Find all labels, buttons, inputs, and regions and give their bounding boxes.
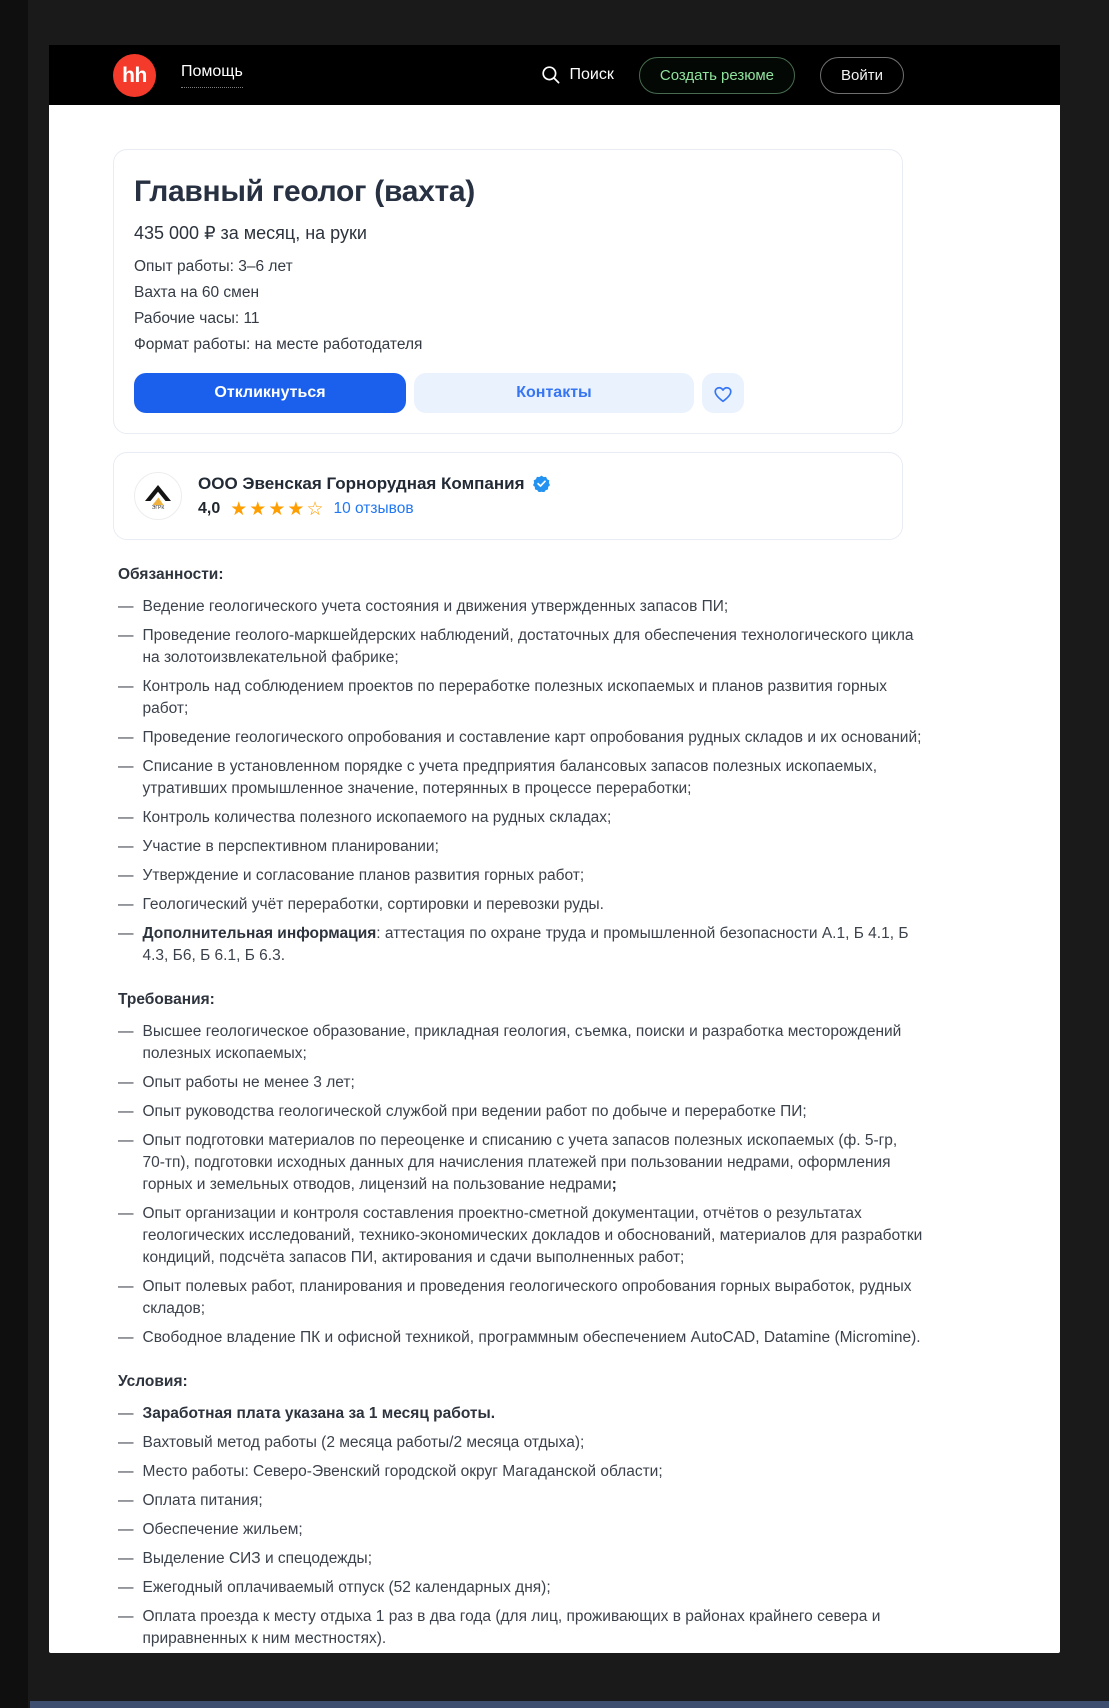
description-item — [118, 865, 923, 887]
content-panel — [49, 105, 1060, 1653]
bullet-dash: — — [118, 896, 134, 913]
description-item-text: Списание в установленном порядке с учета предприятия балансовых запасов полезных ископаемых, утративших промышленное значение, потерянных в процессе переработки; — [142, 758, 878, 797]
top-nav — [49, 45, 1060, 105]
bullet-dash: — — [118, 1023, 134, 1040]
description-item-text: Опыт подготовки материалов по переоценке и списанию с учета запасов полезных ископаемых (ф. 5-гр, 70-тп), подготовки исходных данных для начисления платежей при пользовании недрами, оформления горных и земельных отводов, лицензий на пользование недрами; — [142, 1132, 898, 1193]
description-item-text: Участие в перспективном планировании; — [142, 838, 439, 855]
login-button[interactable]: Войти — [820, 57, 904, 94]
star-outline-icon: ☆ — [306, 498, 324, 520]
help-link[interactable]: Помощь — [181, 63, 243, 88]
vacancy-details — [134, 259, 882, 353]
description-item-text: Ведение геологического учета состояния и движения утвержденных запасов ПИ; — [142, 598, 729, 615]
bullet-dash: — — [118, 1521, 134, 1538]
bullet-dash: — — [118, 1579, 134, 1596]
description-item — [118, 676, 923, 720]
company-logo[interactable] — [134, 472, 182, 520]
company-rating: 4,0 — [198, 500, 221, 517]
search-button[interactable] — [541, 65, 614, 85]
verified-badge-icon — [533, 475, 550, 492]
section-heading: Обязанности: — [118, 566, 224, 583]
description-item — [118, 1021, 923, 1065]
bullet-dash: — — [118, 1434, 134, 1451]
favorite-button[interactable] — [702, 373, 744, 413]
description-item-text: Вахтовый метод работы (2 месяца работы/2 месяца отдыха); — [142, 1434, 585, 1451]
bullet-dash: — — [118, 1103, 134, 1120]
bullet-dash: — — [118, 1405, 134, 1422]
description-item-text: Утверждение и согласование планов развития горных работ; — [142, 867, 585, 884]
company-card — [113, 452, 903, 540]
bullet-dash: — — [118, 1463, 134, 1480]
description-item-text: Оплата питания; — [142, 1492, 263, 1509]
reviews-link[interactable]: 10 отзывов — [333, 500, 414, 517]
bullet-dash: — — [118, 838, 134, 855]
vacancy-salary: 435 000 ₽ за месяц, на руки — [134, 223, 367, 243]
bullet-dash: — — [118, 867, 134, 884]
description-item — [118, 625, 923, 669]
description-item-text: Свободное владение ПК и офисной техникой, программным обеспечением AutoCAD, Datamine (Micromine). — [142, 1329, 921, 1346]
vacancy-detail: Рабочие часы: 11 — [134, 310, 260, 327]
search-icon — [541, 65, 561, 85]
description-item-text: Геологический учёт переработки, сортировки и перевозки руды. — [142, 896, 604, 913]
hh-logo-text: hh — [122, 64, 147, 87]
company-name[interactable]: ООО Эвенская Горнорудная Компания — [198, 473, 525, 493]
description-item — [118, 1577, 923, 1599]
description-item-text: Высшее геологическое образование, прикладная геология, съемка, поиски и разработка месторождений полезных ископаемых; — [142, 1023, 902, 1062]
search-label: Поиск — [569, 66, 614, 83]
description-item-text: Обеспечение жильем; — [142, 1521, 303, 1538]
description-item — [118, 727, 923, 749]
section-heading: Требования: — [118, 991, 215, 1008]
description-item — [118, 1101, 923, 1123]
description-item — [118, 923, 923, 967]
description-item — [118, 596, 923, 618]
bullet-dash: — — [118, 1550, 134, 1567]
rating-stars — [230, 500, 323, 519]
bullet-dash: — — [118, 1074, 134, 1091]
footer-strip — [30, 1701, 1109, 1708]
section-heading: Условия: — [118, 1373, 188, 1390]
description-item-text: Проведение геологического опробования и составление карт опробования рудных складов и их оснований; — [142, 729, 922, 746]
description-item-text: Заработная плата указана за 1 месяц работы. — [142, 1405, 496, 1422]
description-item — [118, 1461, 923, 1483]
description-item — [118, 894, 923, 916]
description-item — [118, 1548, 923, 1570]
description-item — [118, 1130, 923, 1196]
description-item — [118, 1432, 923, 1454]
description-item-text: Контроль количества полезного ископаемого на рудных складах; — [142, 809, 612, 826]
description-item-text: Ежегодный оплачиваемый отпуск (52 календарных дня); — [142, 1579, 551, 1596]
vacancy-detail: Вахта на 60 смен — [134, 284, 260, 301]
star-filled-icon: ★ — [287, 498, 305, 520]
bullet-dash: — — [118, 1278, 134, 1295]
company-logo-icon — [136, 474, 180, 518]
description-item — [118, 1203, 923, 1269]
star-filled-icon: ★ — [230, 498, 248, 520]
description-item — [118, 1327, 923, 1349]
description-item-text: Оплата проезда к месту отдыха 1 раз в два года (для лиц, проживающих в районах крайнего севера и приравненных к ним местностях). — [142, 1608, 881, 1647]
description-item — [118, 1490, 923, 1512]
bullet-dash: — — [118, 1492, 134, 1509]
bullet-dash: — — [118, 925, 134, 942]
description-item — [118, 807, 923, 829]
apply-button[interactable]: Откликнуться — [134, 373, 406, 413]
create-resume-button[interactable]: Создать резюме — [639, 57, 795, 94]
description-item-text: Опыт полевых работ, планирования и проведения геологического опробования горных выработок, рудных складов; — [142, 1278, 912, 1317]
bullet-dash: — — [118, 627, 134, 644]
company-rating-row — [198, 500, 550, 519]
svg-text:ЭГРК: ЭГРК — [151, 505, 165, 511]
description-item — [118, 1519, 923, 1541]
bullet-dash: — — [118, 598, 134, 615]
vacancy-description — [118, 564, 923, 1650]
hh-logo[interactable] — [113, 54, 156, 97]
bullet-dash: — — [118, 758, 134, 775]
description-item-text: Проведение геолого-маркшейдерских наблюдений, достаточных для обеспечения технологического цикла на золотоизвлекательной фабрике; — [142, 627, 914, 666]
description-item — [118, 1276, 923, 1320]
description-item-text: Опыт работы не менее 3 лет; — [142, 1074, 355, 1091]
description-item — [118, 1606, 923, 1650]
company-info — [198, 474, 550, 519]
bullet-dash: — — [118, 729, 134, 746]
contacts-button[interactable]: Контакты — [414, 373, 694, 413]
vacancy-card — [113, 149, 903, 434]
bullet-dash: — — [118, 1205, 134, 1222]
description-item — [118, 756, 923, 800]
star-filled-icon: ★ — [268, 498, 286, 520]
vacancy-detail: Формат работы: на месте работодателя — [134, 336, 423, 353]
heart-icon — [712, 383, 734, 404]
description-item — [118, 836, 923, 858]
description-item-text: Опыт организации и контроля составления проектно-сметной документации, отчётов о результатах геологических исследований, технико-экономических докладов и обоснований, материалов для разработки кондиций, подсчёта запасов ПИ, актирования и сдачи выполненных работ; — [142, 1205, 923, 1266]
bullet-dash: — — [118, 809, 134, 826]
app-frame — [49, 45, 1060, 1653]
company-name-row — [198, 474, 550, 494]
description-item — [118, 1072, 923, 1094]
description-item-text: Выделение СИЗ и спецодежды; — [142, 1550, 373, 1567]
bullet-dash: — — [118, 1329, 134, 1346]
vacancy-detail: Опыт работы: 3–6 лет — [134, 258, 293, 275]
bullet-dash: — — [118, 678, 134, 695]
star-filled-icon: ★ — [249, 498, 267, 520]
description-item — [118, 1403, 923, 1425]
vacancy-title: Главный геолог (вахта) — [134, 175, 475, 208]
vacancy-actions — [134, 373, 882, 413]
description-item-text: Место работы: Северо-Эвенский городской округ Магаданской области; — [142, 1463, 663, 1480]
description-item-text: Контроль над соблюдением проектов по переработке полезных ископаемых и планов развития горных работ; — [142, 678, 888, 717]
bullet-dash: — — [118, 1132, 134, 1149]
description-item-text: Опыт руководства геологической службой при ведении работ по добыче и переработке ПИ; — [142, 1103, 807, 1120]
bullet-dash: — — [118, 1608, 134, 1625]
description-item-text: Дополнительная информация: аттестация по охране труда и промышленной безопасности А.1, Б 4.1, Б 4.3, Б6, Б 6.1, Б 6.3. — [142, 925, 909, 964]
